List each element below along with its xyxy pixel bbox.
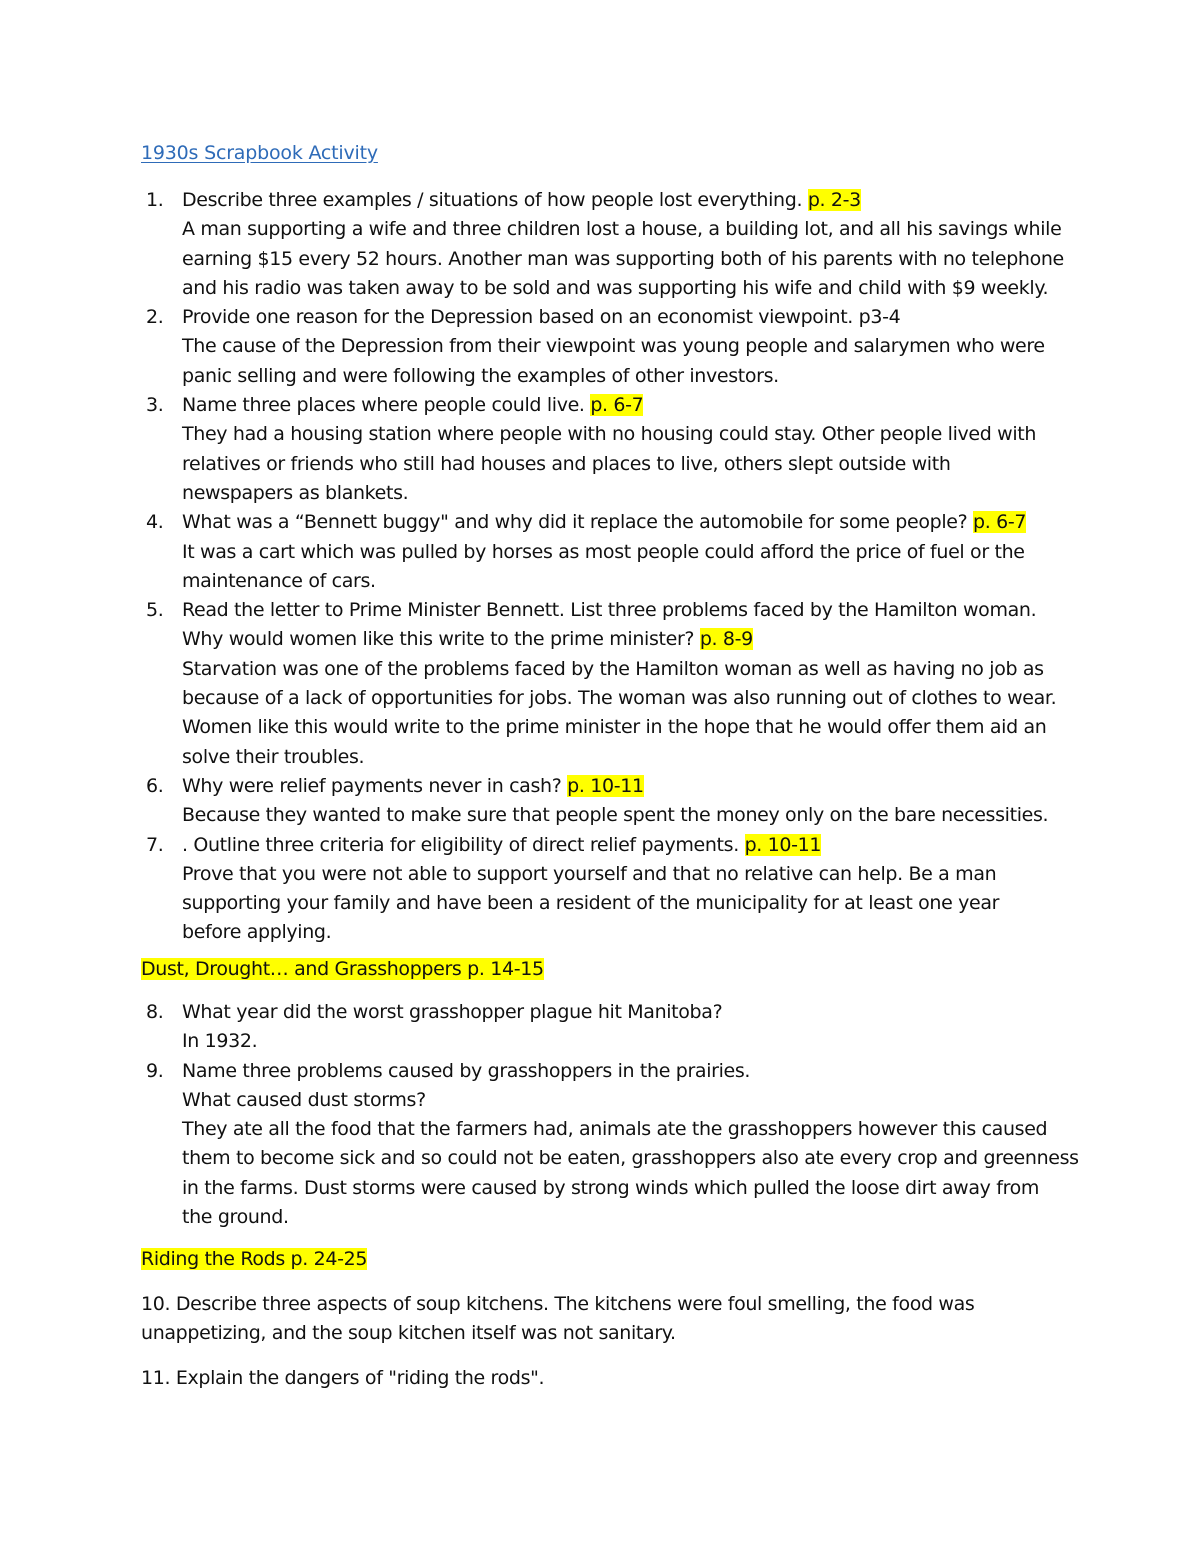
answer-line: It was a cart which was pulled by horses as most people could afford the price of fuel or the bbox=[182, 540, 1025, 563]
question-10 bbox=[141, 1290, 974, 1349]
answer-line: In 1932. bbox=[182, 1030, 258, 1053]
answer-line: them to become sick and so could not be eaten, grasshoppers also ate every crop and greenness bbox=[182, 1147, 1079, 1170]
question-text-line2: What caused dust storms? bbox=[182, 1088, 426, 1111]
document-title: 1930s Scrapbook Activity bbox=[141, 142, 378, 164]
question-text: Name three problems caused by grasshoppers in the prairies. bbox=[182, 1059, 751, 1082]
question-2 bbox=[141, 303, 1064, 391]
question-number: 6. bbox=[146, 774, 164, 797]
section-heading-text: Dust, Drought… and Grasshoppers p. 14-15 bbox=[141, 958, 544, 980]
answer-line: Starvation was one of the problems faced by the Hamilton woman as well as having no job as bbox=[182, 657, 1044, 680]
answer-line: Women like this would write to the prime minister in the hope that he would offer them aid an bbox=[182, 716, 1047, 739]
question-text: Why were relief payments never in cash? bbox=[182, 774, 562, 797]
page-reference: p. 6-7 bbox=[590, 394, 644, 417]
question-text-line2: Why would women like this write to the prime minister? bbox=[182, 628, 695, 651]
paragraph-line: unappetizing, and the soup kitchen itself was not sanitary. bbox=[141, 1322, 676, 1345]
question-number: 3. bbox=[146, 394, 164, 417]
page-reference: p. 6-7 bbox=[973, 511, 1027, 534]
answer-line: The cause of the Depression from their viewpoint was young people and salarymen who were bbox=[182, 335, 1045, 358]
question-number: 4. bbox=[146, 511, 164, 534]
question-11 bbox=[141, 1364, 544, 1393]
question-6 bbox=[141, 772, 1064, 831]
question-9 bbox=[141, 1057, 1079, 1233]
question-number: 2. bbox=[146, 306, 164, 329]
answer-line: because of a lack of opportunities for jobs. The woman was also running out of clothes to wear. bbox=[182, 687, 1057, 710]
question-5 bbox=[141, 596, 1064, 772]
question-list-part1 bbox=[141, 186, 1064, 948]
question-number: 9. bbox=[146, 1059, 164, 1082]
answer-line: A man supporting a wife and three children lost a house, a building lot, and all his savings while bbox=[182, 218, 1062, 241]
question-text: Name three places where people could live. bbox=[182, 394, 585, 417]
answer-line: newspapers as blankets. bbox=[182, 481, 409, 504]
question-text: Read the letter to Prime Minister Bennett. List three problems faced by the Hamilton woman. bbox=[182, 599, 1037, 622]
question-text: What was a “Bennett buggy" and why did it replace the automobile for some people? bbox=[182, 511, 968, 534]
answer-line: solve their troubles. bbox=[182, 745, 365, 768]
page-reference: p. 10-11 bbox=[567, 774, 644, 797]
page-reference: p. 8-9 bbox=[699, 628, 753, 651]
answer-line: Because they wanted to make sure that people spent the money only on the bare necessities. bbox=[182, 804, 1049, 827]
question-text: Provide one reason for the Depression based on an economist viewpoint. p3-4 bbox=[182, 306, 901, 329]
paragraph-line: 10. Describe three aspects of soup kitchens. The kitchens were foul smelling, the food was bbox=[141, 1293, 975, 1315]
answer-line: relatives or friends who still had houses and places to live, others slept outside with bbox=[182, 452, 951, 475]
answer-line: before applying. bbox=[182, 921, 332, 944]
question-text: Describe three examples / situations of how people lost everything. bbox=[182, 189, 803, 211]
section-heading-text: Riding the Rods p. 24-25 bbox=[141, 1248, 368, 1270]
page-reference: p. 2-3 bbox=[807, 189, 861, 211]
answer-line: They had a housing station where people with no housing could stay. Other people lived with bbox=[182, 423, 1037, 446]
question-4 bbox=[141, 508, 1064, 596]
page-reference: p. 10-11 bbox=[744, 833, 822, 856]
question-number: 7. bbox=[146, 833, 164, 856]
answer-line: maintenance of cars. bbox=[182, 569, 376, 592]
answer-line: panic selling and were following the examples of other investors. bbox=[182, 364, 779, 387]
question-text: . Outline three criteria for eligibility of direct relief payments. bbox=[182, 833, 739, 856]
paragraph-line: 11. Explain the dangers of "riding the rods". bbox=[141, 1367, 545, 1389]
question-3 bbox=[141, 391, 1064, 508]
question-number: 1. bbox=[146, 189, 164, 211]
answer-line: and his radio was taken away to be sold and was supporting his wife and child with $9 weekly. bbox=[182, 276, 1049, 299]
answer-line: in the farms. Dust storms were caused by strong winds which pulled the loose dirt away from bbox=[182, 1176, 1040, 1199]
section-heading-dust-drought bbox=[141, 955, 544, 984]
question-number: 8. bbox=[146, 1001, 164, 1023]
question-8 bbox=[141, 998, 1079, 1057]
answer-line: They ate all the food that the farmers had, animals ate the grasshoppers however this caused bbox=[182, 1118, 1048, 1141]
question-7 bbox=[141, 831, 1064, 948]
question-number: 5. bbox=[146, 599, 164, 622]
answer-line: the ground. bbox=[182, 1206, 289, 1229]
question-text: What year did the worst grasshopper plague hit Manitoba? bbox=[182, 1001, 723, 1023]
question-1 bbox=[141, 186, 1064, 303]
section-heading-riding-rods bbox=[141, 1245, 367, 1274]
answer-line: earning $15 every 52 hours. Another man was supporting both of his parents with no telephone bbox=[182, 247, 1064, 270]
answer-line: supporting your family and have been a resident of the municipality for at least one year bbox=[182, 892, 1000, 915]
answer-line: Prove that you were not able to support yourself and that no relative can help. Be a man bbox=[182, 862, 997, 885]
question-list-part2 bbox=[141, 998, 1079, 1232]
